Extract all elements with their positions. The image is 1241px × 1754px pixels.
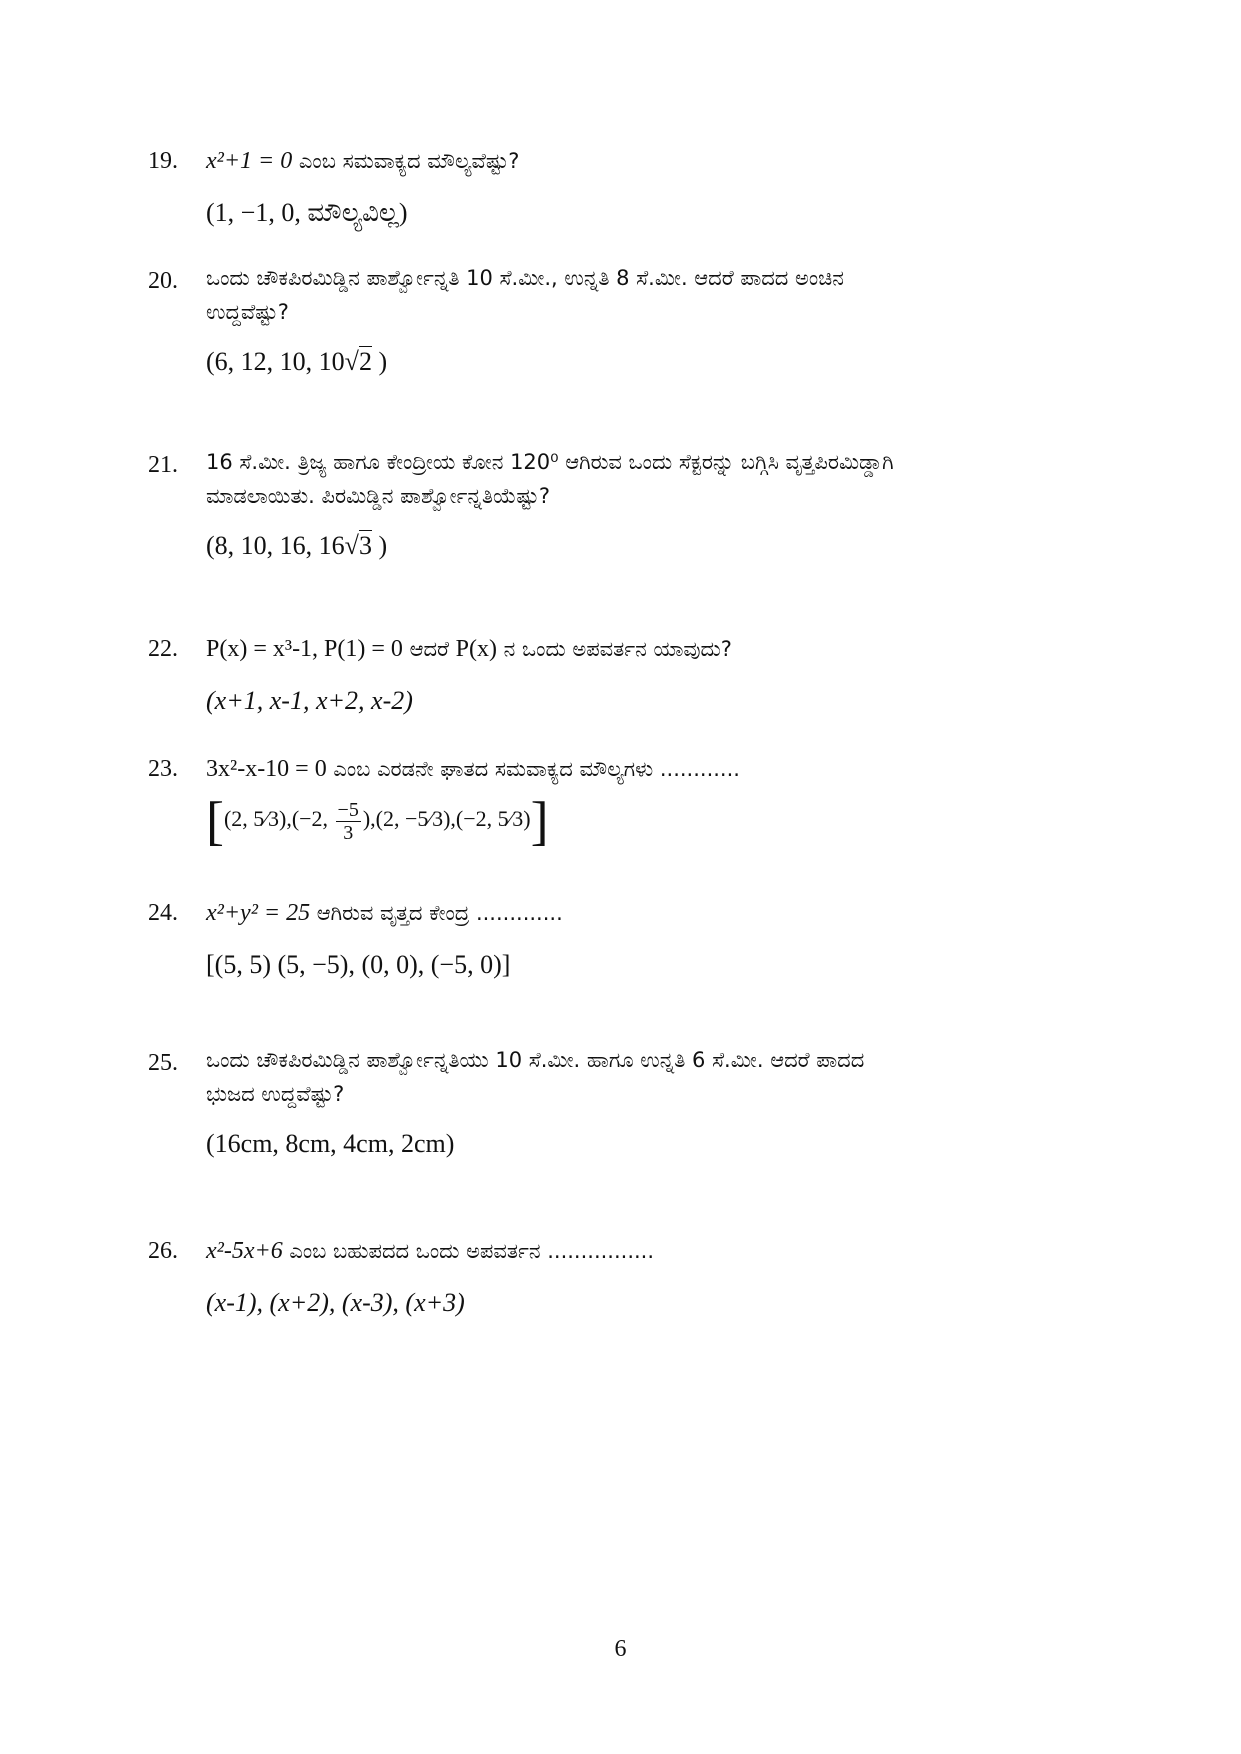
question-21	[148, 446, 1108, 567]
sqrt-symbol: √3	[344, 531, 372, 561]
question-number: 26.	[148, 1238, 178, 1264]
option-a: (2, 5⁄3)	[223, 806, 287, 832]
right-bracket: ]	[530, 791, 549, 852]
answer-options: (x-1), (x+2), (x-3), (x+3)	[206, 1288, 465, 1318]
option-d: (−2, 5⁄3)	[455, 806, 531, 832]
question-23	[148, 750, 1108, 852]
question-number: 23.	[148, 756, 178, 782]
question-text: ಒಂದು ಚೌಕಪಿರಮಿಡ್ಡಿನ ಪಾರ್ಶ್ವೋನ್ನತಿಯು 10 ಸೆ.ಮೀ. ಹಾಗೂ ಉನ್ನತಿ 6 ಸೆ.ಮೀ. ಆದರೆ ಪಾದದ ಭುಜದ ಉದ್ದವೆಷ್ಟು?	[206, 1048, 865, 1106]
answer-options: (1, −1, 0, ಮೌಲ್ಯವಿಲ್ಲ)	[206, 198, 408, 228]
question-text: x²+y² = 25 ಆಗಿರುವ ವೃತ್ತದ ಕೇಂದ್ರ .............	[206, 900, 563, 926]
question-19	[148, 142, 1108, 234]
question-20	[148, 262, 1108, 383]
question-text: 16 ಸೆ.ಮೀ. ತ್ರಿಜ್ಯ ಹಾಗೂ ಕೇಂದ್ರೀಯ ಕೋನ 120⁰ ಆಗಿರುವ ಒಂದು ಸೆಕ್ಟರನ್ನು ಬಗ್ಗಿಸಿ ವೃತ್ತಪಿರಮಿಡ್ಡಾಗಿ ಮಾಡಲಾಯಿತು. ಪಿರಮಿಡ್ಡಿನ ಪಾರ್ಶ್ವೋನ್ನತಿಯೆಷ್ಟು?	[206, 450, 894, 508]
sqrt-symbol: √2	[344, 347, 372, 377]
question-number: 20.	[148, 268, 178, 294]
question-number: 24.	[148, 900, 178, 926]
answer-options: (8, 10, 16, 16√3 )	[206, 525, 1108, 567]
question-text: x²-5x+6 ಎಂಬ ಬಹುಪದದ ಒಂದು ಅಪವರ್ತನ ................	[206, 1238, 655, 1264]
question-number: 21.	[148, 452, 178, 478]
question-number: 22.	[148, 636, 178, 662]
answer-options: (6, 12, 10, 10√2 )	[206, 341, 1108, 383]
option-c: (2, −5⁄3)	[375, 806, 451, 832]
question-22	[148, 630, 1108, 722]
question-26	[148, 1232, 1108, 1324]
answer-options: (x+1, x-1, x+2, x-2)	[206, 686, 413, 716]
answer-options: [(2, 5⁄3),(−2, $\frac{-5}{3}$ ),(2, −5⁄3),(−2, 5⁄3)]	[206, 791, 549, 852]
answer-options: (16cm, 8cm, 4cm, 2cm)	[206, 1129, 455, 1159]
page-number: 6	[614, 1636, 627, 1662]
question-text: 3x²-x-10 = 0 ಎಂಬ ಎರಡನೇ ಘಾತದ ಸಮವಾಕ್ಯದ ಮೌಲ್ಯಗಳು ............	[206, 756, 740, 782]
answer-options: [(5, 5) (5, −5), (0, 0), (−5, 0)]	[206, 950, 511, 980]
fraction: $\frac{-5}{3}$	[337, 798, 359, 844]
question-24	[148, 894, 1108, 986]
question-number: 25.	[148, 1050, 178, 1076]
question-text: x²+1 = 0 ಎಂಬ ಸಮವಾಕ್ಯದ ಮೌಲ್ಯವೆಷ್ಟು?	[206, 148, 520, 174]
question-text: P(x) = x³-1, P(1) = 0 ಆದರೆ P(x) ನ ಒಂದು ಅಪವರ್ತನ ಯಾವುದು?	[206, 636, 732, 662]
left-bracket: [	[206, 791, 224, 852]
question-25	[148, 1044, 1108, 1165]
question-number: 19.	[148, 148, 178, 174]
equation: x²+1 = 0	[206, 148, 293, 174]
question-text: ಒಂದು ಚೌಕಪಿರಮಿಡ್ಡಿನ ಪಾರ್ಶ್ವೋನ್ನತಿ 10 ಸೆ.ಮೀ., ಉನ್ನತಿ 8 ಸೆ.ಮೀ. ಆದರೆ ಪಾದದ ಅಂಚಿನ ಉದ್ದವೆಷ್ಟು?	[206, 266, 844, 324]
